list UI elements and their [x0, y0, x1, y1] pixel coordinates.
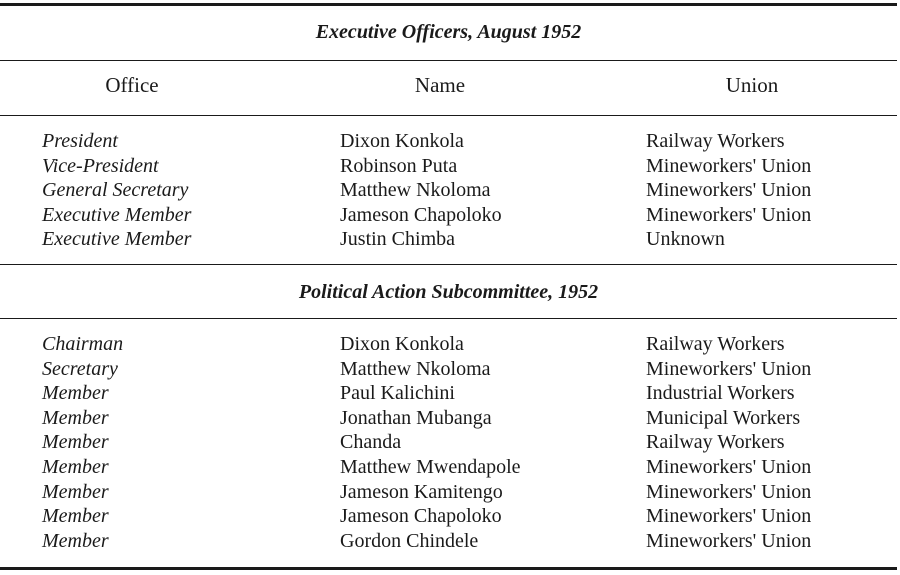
table-row — [0, 227, 897, 252]
name-cell: Dixon Konkola — [340, 333, 464, 355]
column-header-union: Union — [725, 73, 779, 97]
executive-rows — [0, 129, 897, 252]
name-cell: Chanda — [340, 431, 402, 454]
table-row — [0, 178, 897, 203]
office-cell: Member — [42, 455, 109, 478]
name-cell: Matthew Nkoloma — [340, 179, 491, 202]
office-cell: Executive Member — [42, 203, 192, 226]
section-divider-rule — [0, 264, 897, 265]
union-cell: Railway Workers — [646, 431, 785, 454]
office-cell: Member — [42, 505, 109, 528]
table-row — [0, 406, 897, 431]
union-cell: Railway Workers — [646, 130, 785, 152]
political-section-title: Political Action Subcommittee, 1952 — [298, 281, 599, 303]
office-cell: Vice-President — [42, 154, 159, 177]
union-cell: Mineworkers' Union — [646, 357, 812, 380]
table-row — [0, 154, 897, 179]
political-title-rule — [0, 318, 897, 319]
table-row — [0, 529, 897, 554]
union-cell: Mineworkers' Union — [646, 154, 812, 177]
name-cell: Paul Kalichini — [340, 382, 455, 405]
union-cell: Mineworkers' Union — [646, 455, 812, 478]
table-row — [0, 332, 897, 357]
union-cell: Mineworkers' Union — [646, 203, 812, 226]
name-cell: Justin Chimba — [340, 228, 456, 251]
office-cell: Member — [42, 406, 109, 429]
name-cell: Jonathan Mubanga — [340, 406, 492, 429]
column-header-office: Office — [105, 73, 159, 97]
name-cell: Gordon Chindele — [340, 529, 479, 552]
office-cell: Executive Member — [42, 228, 192, 251]
political-rows — [0, 332, 897, 553]
union-cell: Industrial Workers — [646, 382, 795, 405]
union-cell: Mineworkers' Union — [646, 529, 812, 552]
union-cell: Municipal Workers — [646, 406, 801, 429]
table-row — [0, 203, 897, 228]
name-cell: Jameson Kamitengo — [340, 480, 503, 503]
table-row — [0, 504, 897, 529]
table-row — [0, 381, 897, 406]
name-cell: Jameson Chapoloko — [340, 203, 502, 226]
executive-section-title: Executive Officers, August 1952 — [315, 21, 582, 43]
office-cell: Member — [42, 480, 109, 503]
table-row — [0, 480, 897, 505]
office-cell: Secretary — [42, 357, 118, 380]
top-rule — [0, 3, 897, 6]
table-row — [0, 455, 897, 480]
union-cell: Unknown — [646, 228, 725, 251]
executive-title-rule — [0, 60, 897, 61]
office-cell: Chairman — [42, 333, 124, 355]
name-cell: Jameson Chapoloko — [340, 505, 502, 528]
office-cell: General Secretary — [42, 179, 189, 202]
table-row — [0, 357, 897, 382]
table-row — [0, 129, 897, 154]
name-cell: Robinson Puta — [340, 154, 458, 177]
header-rule — [0, 115, 897, 116]
name-cell: Dixon Konkola — [340, 130, 464, 152]
office-cell: President — [42, 130, 118, 152]
bottom-rule — [0, 567, 897, 570]
office-cell: Member — [42, 431, 109, 454]
office-cell: Member — [42, 529, 109, 552]
union-cell: Mineworkers' Union — [646, 480, 812, 503]
union-cell: Railway Workers — [646, 333, 785, 355]
office-cell: Member — [42, 382, 109, 405]
column-header-name: Name — [414, 73, 466, 97]
name-cell: Matthew Mwendapole — [340, 455, 521, 478]
name-cell: Matthew Nkoloma — [340, 357, 491, 380]
union-cell: Mineworkers' Union — [646, 179, 812, 202]
table-row — [0, 430, 897, 455]
union-cell: Mineworkers' Union — [646, 505, 812, 528]
